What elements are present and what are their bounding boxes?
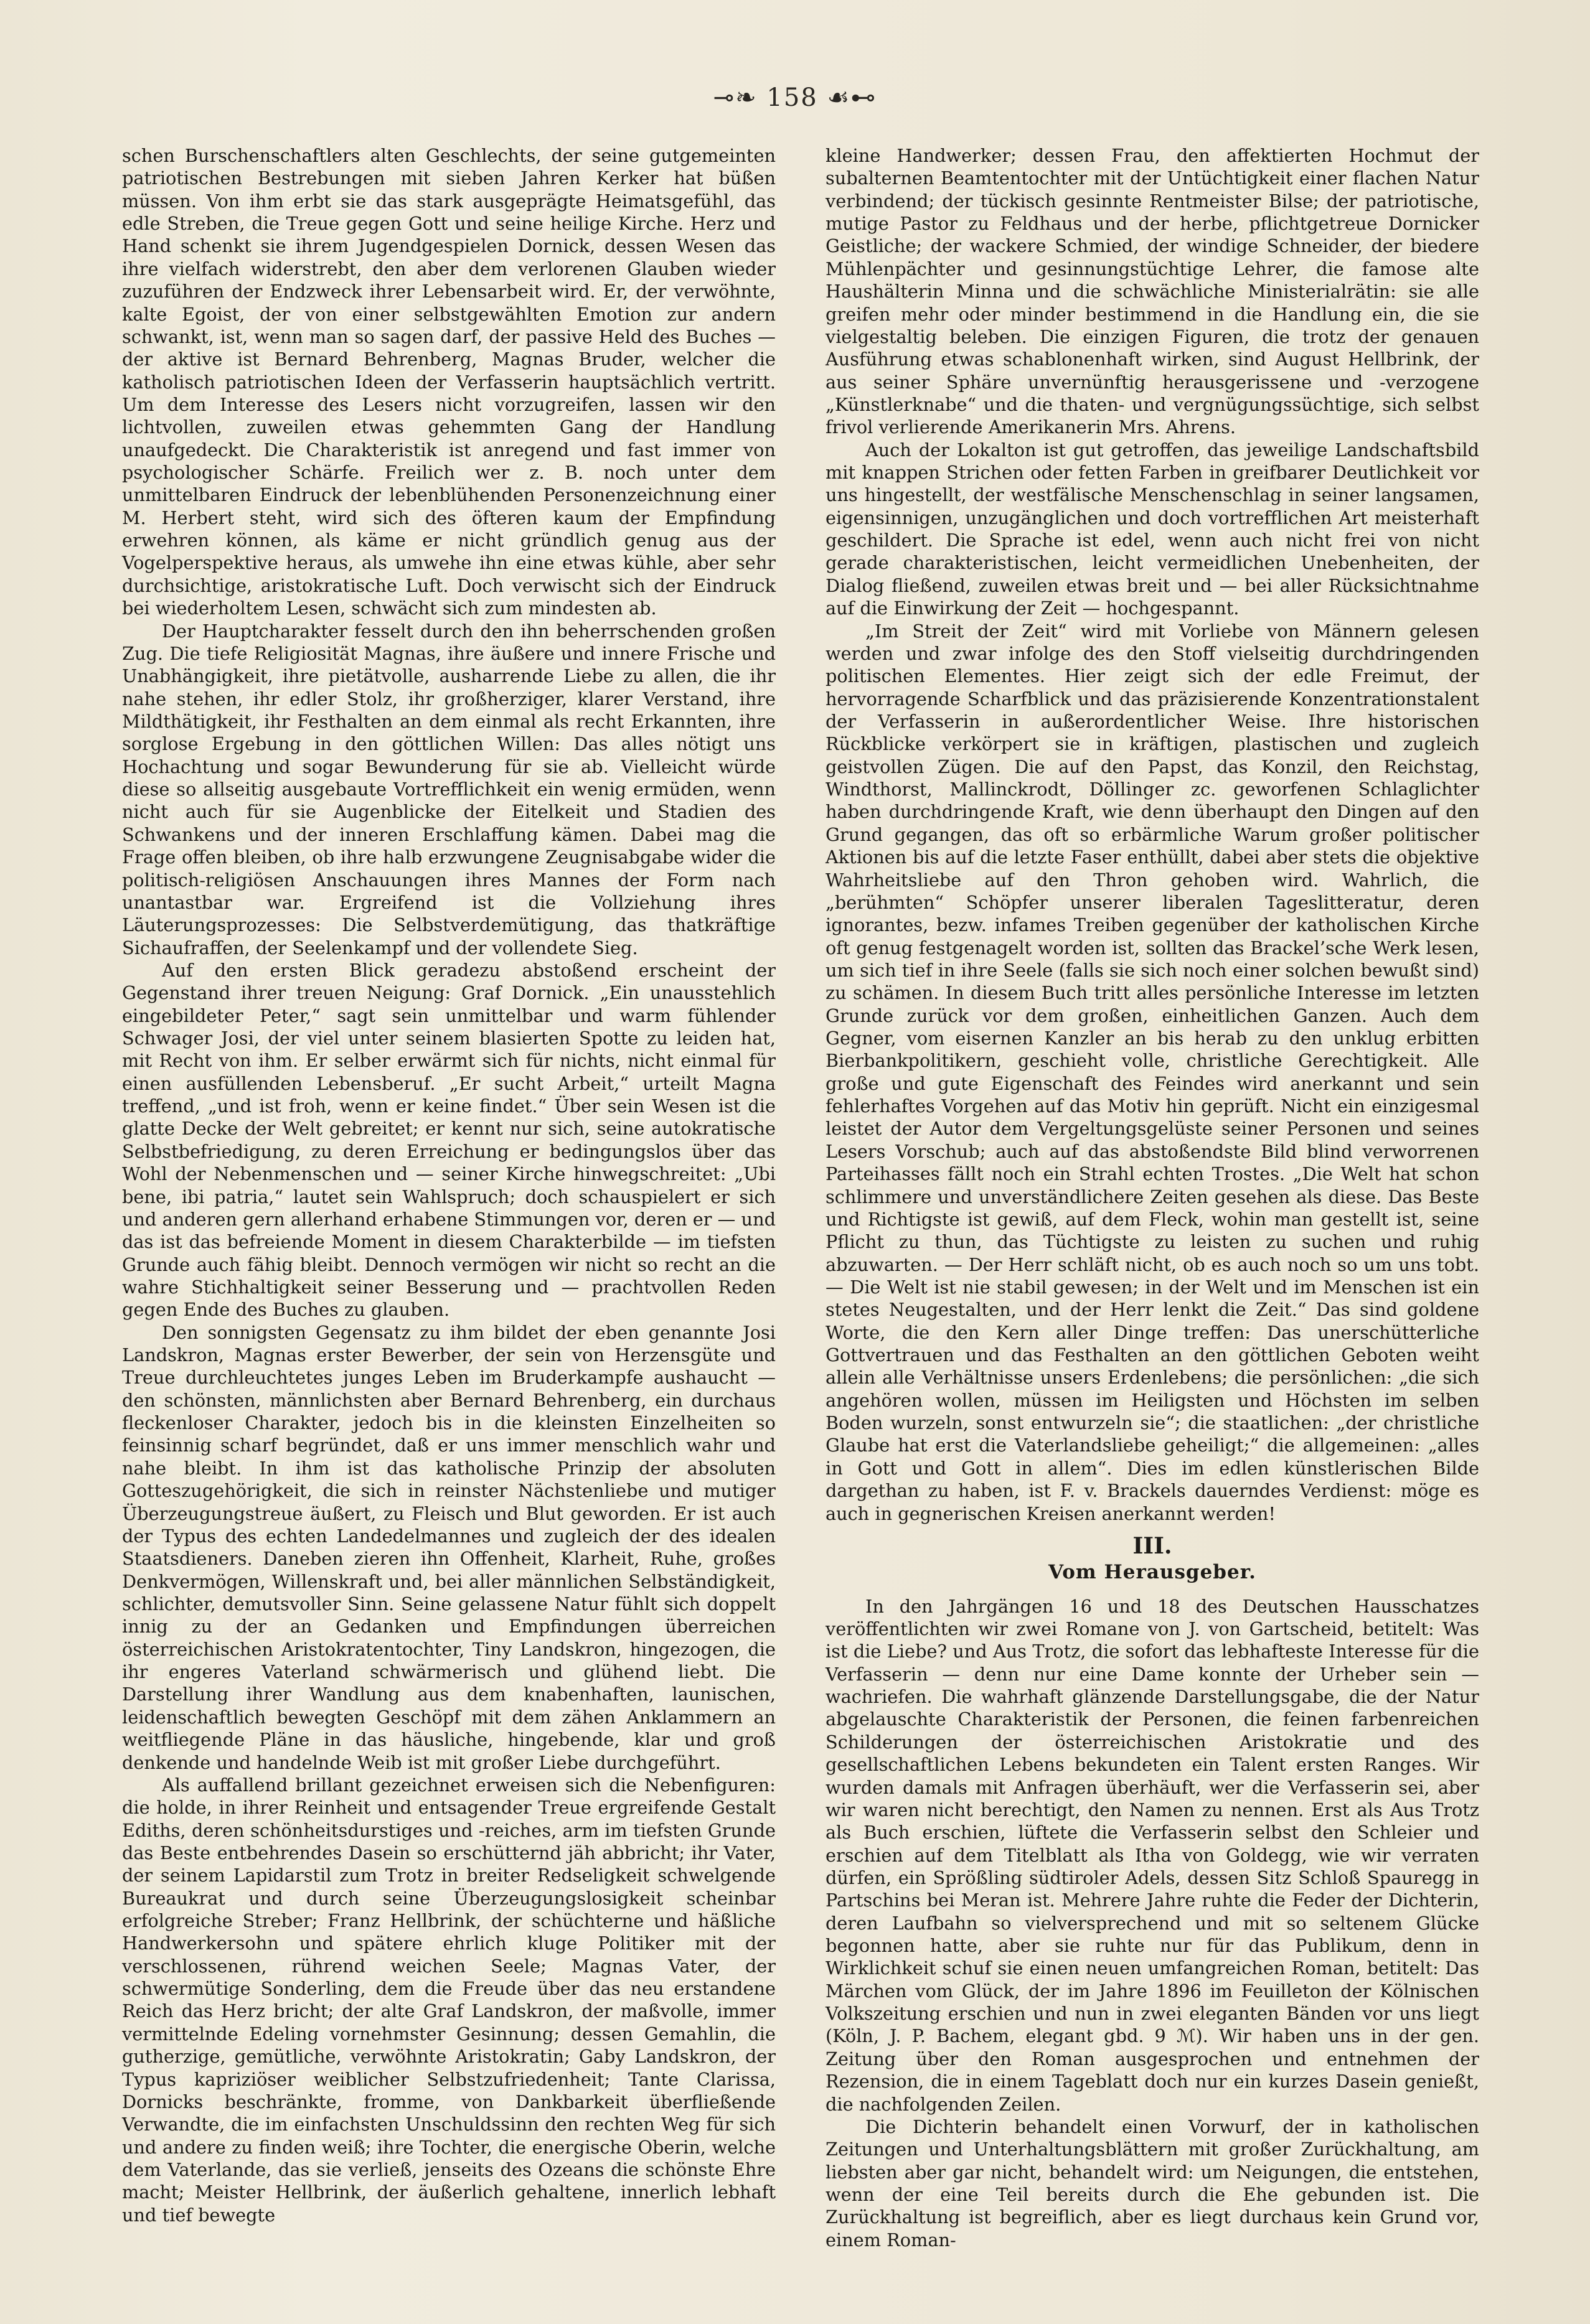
right-column	[826, 144, 1479, 2251]
paragraph: kleine Handwerker; dessen Frau, den affektierten Hochmut der subalternen Beamtentochter mit der Untüchtigkeit einer flachen Natur verbindend; der tückisch gesinnte Rentmeister Bilse; der patriotische, mutige Pastor zu Feldhaus und der herbe, pflichtgetreue Dornicker Geistliche; der wackere Schmied, der windige Schneider, der biedere Mühlenpächter und gesinnungstüchtige Lehrer, die famose alte Haushälterin Minna und die schwächliche Ministerialrätin: sie alle greifen mehr oder minder bestimmend in die Handlung ein, die sie vielgestaltig beleben. Die einzigen Figuren, die trotz der genauen Ausführung etwas schablonenhaft wirken, sind August Hellbrink, der aus seiner Sphäre unvernünftig herausgerissene und -verzogene „Künstlerknabe“ und die thaten- und vergnügungssüchtige, sich selbst frivol verlierende Amerikanerin Mrs. Ahrens.	[826, 145, 1479, 438]
paragraph: Auch der Lokalton ist gut getroffen, das jeweilige Landschaftsbild mit knappen Strichen oder fetten Farben in greifbarer Deutlichkeit vor uns hingestellt, der westfälische Menschenschlag in seiner langsamen, eigensinnigen, unzugänglichen und doch vortrefflichen Art meisterhaft geschildert. Die Sprache ist edel, wenn auch nicht frei von nicht gerade charakteristischen, leicht vermeidlichen Unebenheiten, der Dialog fließend, zuweilen etwas breit und — bei aller Rücksichtnahme auf die Einwirkung der Zeit — hochgespannt.	[826, 439, 1479, 619]
ornament-right: ☙⊷	[817, 83, 877, 112]
left-column	[122, 144, 776, 2226]
page-number-header	[0, 83, 1590, 112]
paragraph: Der Hauptcharakter fesselt durch den ihn beherrschenden großen Zug. Die tiefe Religiosität Magnas, ihre äußere und innere Frische und Unabhängigkeit, ihre pietätvolle, ausharrende Liebe zu allen, die ihr nahe stehen, ihr edler Stolz, ihr großherziger, klarer Verstand, ihre Mildthätigkeit, ihr Festhalten an dem einmal als recht Erkannten, ihre sorglose Ergebung in den göttlichen Willen: Das alles nötigt uns Hochachtung und sogar Bewunderung für sie ab. Vielleicht würde diese so allseitig ausgebaute Vortrefflichkeit ein wenig ermüden, wenn nicht auch für sie Augenblicke der Eitelkeit und Stadien des Schwankens und der inneren Erschlaffung kämen. Dabei mag die Frage offen bleiben, ob ihre halb erzwungene Zeugnisabgabe wider die politisch-religiösen Anschauungen ihres Mannes der Form nach unantastbar war. Ergreifend ist die Vollziehung ihres Läuterungsprozesses: Die Selbstverdemütigung, das thatkräftige Sichaufraffen, der Seelenkampf und der vollendete Sieg.	[122, 620, 776, 958]
ornament-left: ⊸❧	[713, 83, 767, 112]
paragraph: Auf den ersten Blick geradezu abstoßend erscheint der Gegenstand ihrer treuen Neigung: Graf Dornick. „Ein unausstehlich eingebildeter Peter,“ sagt sein unmittelbar und warm fühlender Schwager Josi, der viel unter seinem blasierten Spotte zu leiden hat, mit Recht von ihm. Er selber erwärmt sich für nichts, nicht einmal für einen ausfüllenden Lebensberuf. „Er sucht Arbeit,“ urteilt Magna treffend, „und ist froh, wenn er keine findet.“ Über sein Wesen ist die glatte Decke der Welt gebreitet; er kennt nur sich, seine autokratische Selbstbefriedigung, zu deren Erreichung er bedingungslos über das Wohl der Nebenmenschen und — seiner Kirche hinwegschreitet: „Ubi bene, ibi patria,“ lautet sein Wahlspruch; doch schauspielert er sich und anderen gern allerhand erhabene Stimmungen vor, deren er — und das ist das befreiende Moment in diesem Charakterbilde — im tiefsten Grunde auch fähig bleibt. Dennoch vermögen wir nicht so recht an die wahre Stichhaltigkeit seiner Besserung und — prachtvollen Reden gegen Ende des Buches zu glauben.	[122, 959, 776, 1321]
section-title: Vom Herausgeber.	[1048, 1561, 1256, 1584]
paragraph: schen Burschenschaftlers alten Geschlechts, der seine gutgemeinten patriotischen Bestrebungen mit sieben Jahren Kerker hat büßen müssen. Von ihm erbt sie das stark ausgeprägte Heimatsgefühl, das edle Streben, die Treue gegen Gott und seine heilige Kirche. Herz und Hand schenkt sie ihrem Jugendgespielen Dornick, dessen Wesen das ihre vielfach widerstrebt, den aber dem verlorenen Glauben wieder zuzuführen der Endzweck ihrer Lebensarbeit wird. Er, der verwöhnte, kalte Egoist, der von einer selbstgewählten Emotion zur andern schwankt, ist, wenn man so sagen darf, der passive Held des Buches — der aktive ist Bernard Behrenberg, Magnas Bruder, welcher die katholisch patriotischen Ideen der Verfasserin hauptsächlich vertritt. Um dem Interesse des Lesers nicht vorzugreifen, lassen wir den lichtvollen, zuweilen etwas gehemmten Gang der Handlung unaufgedeckt. Die Charakteristik ist anregend und fast immer von psychologischer Schärfe. Freilich wer z. B. noch unter dem unmittelbaren Eindruck der lebenblühenden Personenzeichnung einer M. Herbert steht, wird sich des öfteren kaum der Empfindung erwehren können, als käme er nicht gründlich genug aus der Vogelperspektive heraus, als umwehe ihn eine etwas kühle, aber sehr durchsichtige, aristokratische Luft. Doch verwischt sich der Eindruck bei wiederholtem Lesen, schwächt sich zum mindesten ab.	[122, 145, 776, 619]
page-number: 158	[766, 83, 818, 112]
paragraph: Die Dichterin behandelt einen Vorwurf, der in katholischen Zeitungen und Unterhaltungsblättern mit großer Zurückhaltung, am liebsten aber gar nicht, behandelt wird: um Neigungen, die entstehen, wenn der eine Teil bereits durch die Ehe gebunden ist. Die Zurückhaltung ist begreiflich, aber es liegt durchaus kein Grund vor, einem Roman-	[826, 2115, 1479, 2251]
paragraph: Den sonnigsten Gegensatz zu ihm bildet der eben genannte Josi Landskron, Magnas erster Bewerber, der sein von Herzensgüte und Treue durchleuchtetes junges Leben im Bruderkampfe aushaucht — den schönsten, männlichsten aber Bernard Behrenberg, ein durchaus fleckenloser Charakter, jedoch bis in die kleinsten Einzelheiten so feinsinnig scharf begründet, daß er uns immer menschlich wahr und nahe bleibt. In ihm ist das katholische Prinzip der absoluten Gotteszugehörigkeit, die sich in reinster Nächstenliebe und mutiger Überzeugungstreue äußert, zu Fleisch und Blut geworden. Er ist auch der Typus des echten Landedelmannes und zugleich der des idealen Staatsdieners. Daneben zieren ihn Offenheit, Klarheit, Ruhe, großes Denkvermögen, Willenskraft und, bei aller männlichen Selbständigkeit, schlichter, demutsvoller Sinn. Seine gelassene Natur fühlt sich doppelt innig zu der an Gedanken und Empfindungen überreichen österreichischen Aristokratentochter, Tiny Landskron, hingezogen, die ihr engeres Vaterland schwärmerisch und glühend liebt. Die Darstellung ihrer Wandlung aus dem knabenhaften, launischen, leidenschaftlich bewegten Geschöpf mit dem zähen Anklammern an weitfliegende Pläne in das häusliche, hingebende, klar und groß denkende und handelnde Weib ist mit großer Liebe durchgeführt.	[122, 1321, 776, 1773]
paragraph: Als auffallend brillant gezeichnet erweisen sich die Nebenfiguren: die holde, in ihrer Reinheit und entsagender Treue ergreifende Gestalt Ediths, deren schönheitsdurstiges und -reiches, arm im tiefsten Grunde das Beste entbehrendes Dasein so erschütternd jäh abbricht; ihr Vater, der seinem Lapidarstil zum Trotz in breiter Redseligkeit schwelgende Bureaukrat und durch seine Überzeugungslosigkeit scheinbar erfolgreiche Streber; Franz Hellbrink, der schüchterne und häßliche Handwerkersohn und spätere ehrlich kluge Politiker mit der verschlossenen, rührend weichen Seele; Magnas Vater, der schwermütige Sonderling, dem die Freude über das neu erstandene Reich das Herz bricht; der alte Graf Landskron, der maßvolle, immer vermittelnde Edeling vornehmster Gesinnung; dessen Gemahlin, die gutherzige, gemütliche, verwöhnte Aristokratin; Gaby Landskron, der Typus kapriziöser weiblicher Selbstzufriedenheit; Tante Clarissa, Dornicks beschränkte, fromme, von Dankbarkeit überfließende Verwandte, die im einfachsten Unschuldssinn den rechten Weg für sich und andere zu finden weiß; ihre Tochter, die energische Oberin, welche dem Vaterlande, das sie verließ, jenseits des Ozeans die schönste Ehre macht; Meister Hellbrink, der äußerlich gehaltene, innerlich lebhaft und tief bewegte	[122, 1774, 776, 2226]
paragraph: In den Jahrgängen 16 und 18 des Deutschen Hausschatzes veröffentlichten wir zwei Romane von J. von Gartscheid, betitelt: Was ist die Liebe? und Aus Trotz, die sofort das lebhafteste Interesse für die Verfasserin — denn nur eine Dame konnte der Urheber sein — wachriefen. Die wahrhaft glänzende Darstellungsgabe, die der Natur abgelauschte Charakteristik der Personen, die feinen farbenreichen Schilderungen der österreichischen Aristokratie und des gesellschaftlichen Lebens bekundeten ein Talent ersten Ranges. Wir wurden damals mit Anfragen überhäuft, wer die Verfasserin sei, aber wir waren nicht berechtigt, den Namen zu nennen. Erst als Aus Trotz als Buch erschien, lüftete die Verfasserin selbst den Schleier und erschien auf dem Titelblatt als Itha von Goldegg, wie wir verraten dürfen, ein Sprößling südtiroler Adels, dessen Sitz Schloß Spauregg in Partschins bei Meran ist. Mehrere Jahre ruhte die Feder der Dichterin, deren Laufbahn so vielversprechend und mit so seltenem Glücke begonnen hatte, aber sie ruhte nur für das Publikum, denn in Wirklichkeit schuf sie einen neuen umfangreichen Roman, betitelt: Das Märchen vom Glück, der im Jahre 1896 im Feuilleton der Kölnischen Volkszeitung erschien und nun in zwei eleganten Bänden vor uns liegt (Köln, J. P. Bachem, elegant gbd. 9 ℳ). Wir haben uns in der gen. Zeitung über den Roman ausgesprochen und entnehmen der Rezension, die in einem Tageblatt doch nur ein kurzes Dasein genießt, die nachfolgenden Zeilen.	[826, 1595, 1479, 2115]
section-number: III.	[1132, 1532, 1172, 1559]
paragraph: „Im Streit der Zeit“ wird mit Vorliebe von Männern gelesen werden und zwar infolge des den Stoff vielseitig durchdringenden politischen Elementes. Hier zeigt sich der edle Freimut, der hervorragende Scharfblick und das präzisierende Konzentrationstalent der Verfasserin in außerordentlicher Weise. Ihre historischen Rückblicke verkörpert sie in kräftigen, plastischen und zugleich geistvollen Zügen. Die auf den Papst, das Konzil, den Reichstag, Windthorst, Mallinckrodt, Döllinger zc. geworfenen Schlaglichter haben durchdringende Kraft, wie denn überhaupt den Dingen auf den Grund gegangen, das oft so erbärmliche Warum großer politischer Aktionen bis auf die letzte Faser enthüllt, dabei aber stets die objektive Wahrheitsliebe auf den Thron gehoben wird. Wahrlich, die „berühmten“ Schöpfer unserer liberalen Tageslitteratur, deren ignorantes, bezw. infames Treiben gegenüber der katholischen Kirche oft genug festgenagelt worden ist, sollten das Brackel’sche Werk lesen, um sich tief in ihre Seele (falls sie sich noch einer solchen bewußt sind) zu schämen. In diesem Buch tritt alles persönliche Interesse im letzten Grunde zurück vor dem großen, einheitlichen Ganzen. Auch dem Gegner, vom eisernen Kanzler an bis herab zu den unklug erbitten Bierbankpolitikern, geschieht volle, christliche Gerechtigkeit. Alle große und gute Eigenschaft des Feindes wird anerkannt und sein fehlerhaftes Vorgehen auf das Motiv hin geprüft. Nicht ein einzigesmal leistet der Autor dem Vergeltungsgelüste seiner Personen und seines Lesers Vorschub; auch auf das abstoßendste Bild blind verworrenen Parteihasses fällt noch ein Strahl echten Trostes. „Die Welt hat schon schlimmere und unverständlichere Zeiten gesehen als diese. Das Beste und Richtigste ist gewiß, auf dem Fleck, wohin man gestellt ist, seine Pflicht zu thun, das Tüchtigste zu leisten zu suchen und ruhig abzuwarten. — Der Herr schläft nicht, ob es auch noch so um uns tobt. — Die Welt ist nie stabil gewesen; in der Welt und im Menschen ist ein stetes Neugestalten, und der Herr lenkt die Zeit.“ Das sind goldene Worte, die den Kern aller Dinge treffen: Das unerschütterliche Gottvertrauen und das Festhalten an den göttlichen Geboten weiht allein alle Verhältnisse unsers Erdenlebens; die persönlichen: „die sich angehören wollen, müssen im Heiligsten und Höchsten im selben Boden wurzeln, sonst entwurzeln sie“; die staatlichen: „der christliche Glaube hat erst die Vaterlandsliebe geheiligt;“ die allgemeinen: „alles in Gott und Gott in allem“. Dies im edlen künstlerischen Bilde dargethan zu haben, ist F. v. Brackels dauerndes Verdienst: möge es auch in gegnerischen Kreisen anerkannt werden!	[826, 620, 1479, 1524]
